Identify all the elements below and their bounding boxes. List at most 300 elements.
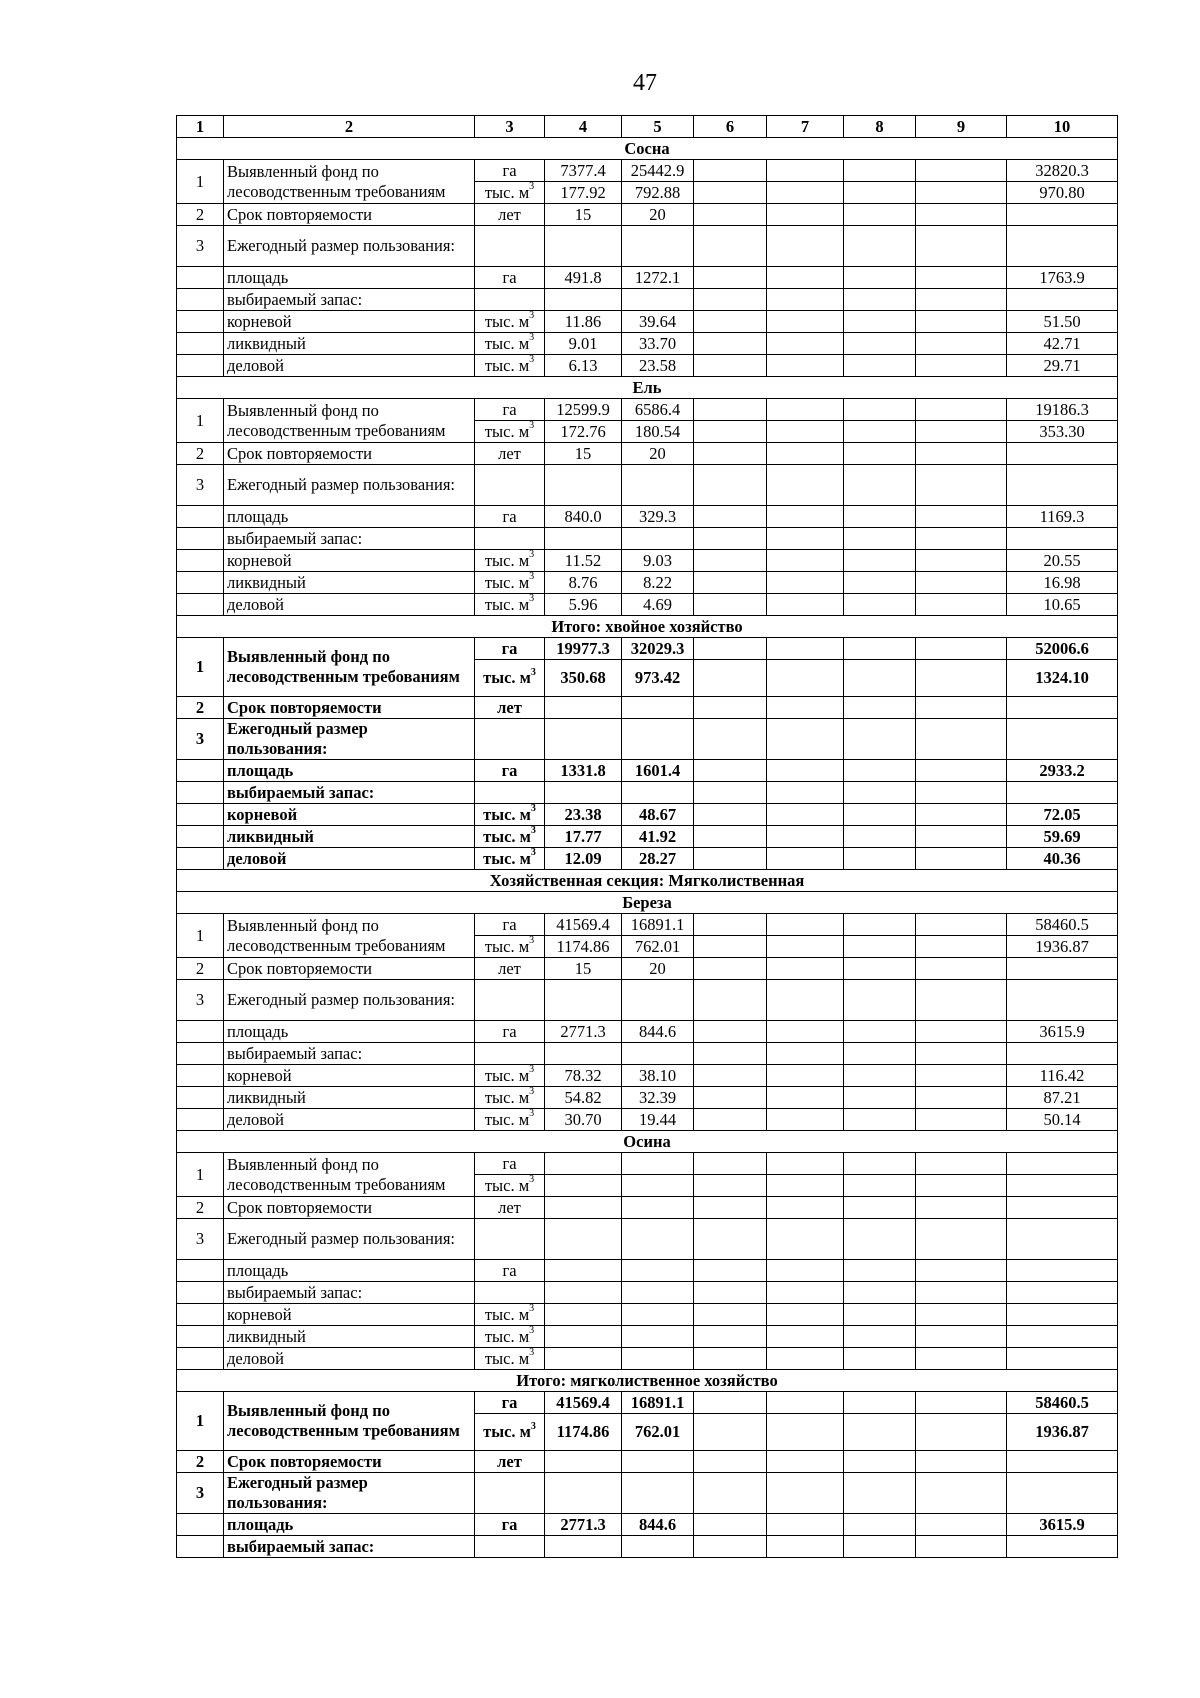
superscript: 3 bbox=[529, 1064, 535, 1075]
value-col5 bbox=[622, 1153, 694, 1175]
empty-cell bbox=[177, 1260, 224, 1282]
row-number: 1 bbox=[177, 1153, 224, 1197]
stock-label: выбираемый запас: bbox=[224, 289, 475, 311]
empty-cell bbox=[177, 1304, 224, 1326]
unit-m3: тыс. $м^3$ bbox=[475, 594, 545, 616]
empty-cell bbox=[1007, 719, 1118, 760]
table-row bbox=[177, 1514, 1118, 1536]
empty-cell bbox=[694, 1282, 767, 1304]
empty-cell bbox=[767, 1326, 844, 1348]
empty-cell bbox=[694, 782, 767, 804]
value-col5: 33.70 bbox=[622, 333, 694, 355]
column-header: 3 bbox=[475, 116, 545, 138]
empty-cell bbox=[844, 760, 916, 782]
empty-cell bbox=[622, 1282, 694, 1304]
empty-cell bbox=[694, 936, 767, 958]
empty-cell bbox=[767, 1043, 844, 1065]
empty-cell bbox=[844, 1260, 916, 1282]
section-title: Итого: хвойное хозяйство bbox=[177, 616, 1118, 638]
value-col5 bbox=[622, 1348, 694, 1370]
value-col5: 48.67 bbox=[622, 804, 694, 826]
empty-cell bbox=[694, 1536, 767, 1558]
empty-cell bbox=[475, 528, 545, 550]
empty-cell bbox=[844, 1392, 916, 1414]
value-total: 2933.2 bbox=[1007, 760, 1118, 782]
empty-cell bbox=[475, 1219, 545, 1260]
empty-cell bbox=[767, 914, 844, 936]
empty-cell bbox=[916, 1348, 1007, 1370]
empty-cell bbox=[622, 1219, 694, 1260]
empty-cell bbox=[694, 226, 767, 267]
table-row bbox=[177, 826, 1118, 848]
stock-label: выбираемый запас: bbox=[224, 528, 475, 550]
unit-m3: тыс. $м^3$ bbox=[475, 333, 545, 355]
empty-cell bbox=[767, 958, 844, 980]
empty-cell bbox=[177, 826, 224, 848]
empty-cell bbox=[622, 1451, 694, 1473]
empty-cell bbox=[177, 1348, 224, 1370]
empty-cell bbox=[545, 465, 622, 506]
empty-cell bbox=[844, 226, 916, 267]
empty-cell bbox=[177, 506, 224, 528]
empty-cell bbox=[1007, 1219, 1118, 1260]
empty-cell bbox=[916, 267, 1007, 289]
table-row bbox=[177, 333, 1118, 355]
annual-label: Ежегодный размер пользования: bbox=[224, 465, 475, 506]
row-number: 2 bbox=[177, 697, 224, 719]
unit-m3: тыс. $м^3$ bbox=[475, 1326, 545, 1348]
empty-cell bbox=[844, 506, 916, 528]
empty-cell bbox=[694, 333, 767, 355]
superscript: 3 bbox=[530, 825, 536, 836]
empty-cell bbox=[916, 848, 1007, 870]
empty-cell bbox=[844, 1414, 916, 1451]
empty-cell bbox=[694, 958, 767, 980]
empty-cell bbox=[694, 1514, 767, 1536]
empty-cell bbox=[545, 528, 622, 550]
empty-cell bbox=[622, 980, 694, 1021]
empty-cell bbox=[177, 594, 224, 616]
empty-cell bbox=[694, 311, 767, 333]
value-col5: 41.92 bbox=[622, 826, 694, 848]
empty-cell bbox=[844, 311, 916, 333]
period-label: Срок повторяемости bbox=[224, 1451, 475, 1473]
empty-cell bbox=[767, 267, 844, 289]
value-total bbox=[1007, 1153, 1118, 1175]
unit-m3: тыс. $м^3$ bbox=[475, 421, 545, 443]
value-col5: 844.6 bbox=[622, 1021, 694, 1043]
table-row bbox=[177, 160, 1118, 182]
empty-cell bbox=[767, 1065, 844, 1087]
empty-cell bbox=[1007, 226, 1118, 267]
value-total: 1936.87 bbox=[1007, 936, 1118, 958]
empty-cell bbox=[844, 399, 916, 421]
superscript: 3 bbox=[529, 1108, 535, 1119]
empty-cell bbox=[767, 1414, 844, 1451]
value-col4 bbox=[545, 1153, 622, 1175]
empty-cell bbox=[844, 848, 916, 870]
value-col4 bbox=[545, 1175, 622, 1197]
empty-cell bbox=[916, 1536, 1007, 1558]
value-total: 58460.5 bbox=[1007, 1392, 1118, 1414]
superscript: 3 bbox=[530, 666, 536, 678]
value-total: 42.71 bbox=[1007, 333, 1118, 355]
area-label: площадь bbox=[224, 1021, 475, 1043]
empty-cell bbox=[545, 1043, 622, 1065]
table-row bbox=[177, 1197, 1118, 1219]
empty-cell bbox=[767, 1282, 844, 1304]
value-col5: 4.69 bbox=[622, 594, 694, 616]
empty-cell bbox=[622, 1536, 694, 1558]
empty-cell bbox=[694, 1304, 767, 1326]
value-col4: 15 bbox=[545, 443, 622, 465]
table-row bbox=[177, 1392, 1118, 1414]
empty-cell bbox=[767, 1021, 844, 1043]
empty-cell bbox=[844, 1197, 916, 1219]
empty-cell bbox=[767, 660, 844, 697]
root-label: корневой bbox=[224, 804, 475, 826]
empty-cell bbox=[916, 594, 1007, 616]
value-total bbox=[1007, 1326, 1118, 1348]
empty-cell bbox=[844, 182, 916, 204]
empty-cell bbox=[916, 638, 1007, 660]
table-row bbox=[177, 638, 1118, 660]
area-label: площадь bbox=[224, 1260, 475, 1282]
empty-cell bbox=[767, 782, 844, 804]
value-col4 bbox=[545, 1348, 622, 1370]
business-label: деловой bbox=[224, 1348, 475, 1370]
superscript: 3 bbox=[529, 1325, 535, 1336]
unit-ha: га bbox=[475, 160, 545, 182]
section-title: Хозяйственная секция: Мягколиственная bbox=[177, 870, 1118, 892]
unit-ha: га bbox=[475, 267, 545, 289]
empty-cell bbox=[694, 289, 767, 311]
value-total: 59.69 bbox=[1007, 826, 1118, 848]
empty-cell bbox=[1007, 958, 1118, 980]
empty-cell bbox=[475, 1473, 545, 1514]
empty-cell bbox=[916, 1087, 1007, 1109]
empty-cell bbox=[916, 160, 1007, 182]
row-number: 2 bbox=[177, 1197, 224, 1219]
unit-m3: тыс. $м^3$ bbox=[475, 311, 545, 333]
value-total: 1936.87 bbox=[1007, 1414, 1118, 1451]
empty-cell bbox=[177, 572, 224, 594]
liquid-label: ликвидный bbox=[224, 333, 475, 355]
empty-cell bbox=[694, 1197, 767, 1219]
value-total: 116.42 bbox=[1007, 1065, 1118, 1087]
value-col5: 20 bbox=[622, 443, 694, 465]
empty-cell bbox=[844, 443, 916, 465]
value-col5 bbox=[622, 1197, 694, 1219]
period-label: Срок повторяемости bbox=[224, 697, 475, 719]
unit-m3: тыс. $м^3$ bbox=[475, 804, 545, 826]
value-col5: 792.88 bbox=[622, 182, 694, 204]
empty-cell bbox=[767, 1392, 844, 1414]
value-total: 72.05 bbox=[1007, 804, 1118, 826]
empty-cell bbox=[767, 1536, 844, 1558]
empty-cell bbox=[844, 160, 916, 182]
empty-cell bbox=[694, 550, 767, 572]
table-body bbox=[177, 116, 1118, 1558]
empty-cell bbox=[694, 980, 767, 1021]
empty-cell bbox=[844, 914, 916, 936]
unit-years: лет bbox=[475, 1451, 545, 1473]
row-number: 3 bbox=[177, 1473, 224, 1514]
empty-cell bbox=[694, 1175, 767, 1197]
value-col4: 17.77 bbox=[545, 826, 622, 848]
empty-cell bbox=[844, 1021, 916, 1043]
empty-cell bbox=[545, 980, 622, 1021]
header-row bbox=[177, 116, 1118, 138]
empty-cell bbox=[694, 1326, 767, 1348]
root-label: корневой bbox=[224, 1065, 475, 1087]
stock-label: выбираемый запас: bbox=[224, 1536, 475, 1558]
column-header: 7 bbox=[767, 116, 844, 138]
value-col4: 1331.8 bbox=[545, 760, 622, 782]
superscript: 3 bbox=[529, 1303, 535, 1314]
empty-cell bbox=[767, 572, 844, 594]
empty-cell bbox=[916, 465, 1007, 506]
empty-cell bbox=[844, 333, 916, 355]
empty-cell bbox=[916, 182, 1007, 204]
empty-cell bbox=[694, 594, 767, 616]
value-col5 bbox=[622, 697, 694, 719]
value-col4: 8.76 bbox=[545, 572, 622, 594]
empty-cell bbox=[1007, 204, 1118, 226]
empty-cell bbox=[1007, 443, 1118, 465]
stock-label: выбираемый запас: bbox=[224, 1043, 475, 1065]
empty-cell bbox=[916, 506, 1007, 528]
value-col5: 23.58 bbox=[622, 355, 694, 377]
empty-cell bbox=[622, 1473, 694, 1514]
value-col5 bbox=[622, 1326, 694, 1348]
empty-cell bbox=[916, 697, 1007, 719]
table-row bbox=[177, 289, 1118, 311]
value-col5: 329.3 bbox=[622, 506, 694, 528]
value-col4: 15 bbox=[545, 958, 622, 980]
table-row bbox=[177, 804, 1118, 826]
period-label: Срок повторяемости bbox=[224, 204, 475, 226]
empty-cell bbox=[622, 782, 694, 804]
empty-cell bbox=[694, 1021, 767, 1043]
empty-cell bbox=[767, 697, 844, 719]
empty-cell bbox=[177, 1043, 224, 1065]
row-number: 2 bbox=[177, 204, 224, 226]
value-col5: 973.42 bbox=[622, 660, 694, 697]
value-col4: 7377.4 bbox=[545, 160, 622, 182]
empty-cell bbox=[767, 594, 844, 616]
empty-cell bbox=[767, 1348, 844, 1370]
row-number: 1 bbox=[177, 1392, 224, 1451]
value-total: 29.71 bbox=[1007, 355, 1118, 377]
empty-cell bbox=[767, 1451, 844, 1473]
empty-cell bbox=[177, 782, 224, 804]
value-col4: 11.86 bbox=[545, 311, 622, 333]
empty-cell bbox=[694, 572, 767, 594]
page-number: 47 bbox=[633, 70, 657, 96]
value-total: 970.80 bbox=[1007, 182, 1118, 204]
row-number: 3 bbox=[177, 465, 224, 506]
value-total bbox=[1007, 1175, 1118, 1197]
empty-cell bbox=[916, 760, 1007, 782]
section-title-row bbox=[177, 138, 1118, 160]
empty-cell bbox=[916, 1197, 1007, 1219]
business-label: деловой bbox=[224, 355, 475, 377]
value-col4: 41569.4 bbox=[545, 914, 622, 936]
empty-cell bbox=[844, 355, 916, 377]
value-total: 3615.9 bbox=[1007, 1021, 1118, 1043]
empty-cell bbox=[916, 528, 1007, 550]
fund-label: Выявленный фонд по лесоводственным требованиям bbox=[224, 638, 475, 697]
table-row bbox=[177, 1153, 1118, 1175]
empty-cell bbox=[767, 421, 844, 443]
empty-cell bbox=[844, 1514, 916, 1536]
empty-cell bbox=[177, 333, 224, 355]
row-number: 3 bbox=[177, 226, 224, 267]
value-col5 bbox=[622, 1304, 694, 1326]
empty-cell bbox=[767, 443, 844, 465]
value-col4: 1174.86 bbox=[545, 1414, 622, 1451]
empty-cell bbox=[916, 1109, 1007, 1131]
empty-cell bbox=[916, 399, 1007, 421]
empty-cell bbox=[916, 1260, 1007, 1282]
empty-cell bbox=[694, 1473, 767, 1514]
unit-m3: тыс. $м^3$ bbox=[475, 355, 545, 377]
empty-cell bbox=[177, 848, 224, 870]
row-number: 1 bbox=[177, 914, 224, 958]
empty-cell bbox=[767, 638, 844, 660]
empty-cell bbox=[767, 506, 844, 528]
row-number: 3 bbox=[177, 719, 224, 760]
table-row bbox=[177, 528, 1118, 550]
table-row bbox=[177, 697, 1118, 719]
empty-cell bbox=[545, 289, 622, 311]
empty-cell bbox=[545, 1219, 622, 1260]
period-label: Срок повторяемости bbox=[224, 443, 475, 465]
empty-cell bbox=[475, 465, 545, 506]
empty-cell bbox=[767, 1197, 844, 1219]
empty-cell bbox=[177, 1282, 224, 1304]
table-row bbox=[177, 355, 1118, 377]
value-total: 1169.3 bbox=[1007, 506, 1118, 528]
empty-cell bbox=[767, 1087, 844, 1109]
empty-cell bbox=[767, 1109, 844, 1131]
value-total: 10.65 bbox=[1007, 594, 1118, 616]
empty-cell bbox=[916, 1021, 1007, 1043]
value-col4: 177.92 bbox=[545, 182, 622, 204]
table-row bbox=[177, 1473, 1118, 1514]
liquid-label: ликвидный bbox=[224, 1087, 475, 1109]
value-total: 3615.9 bbox=[1007, 1514, 1118, 1536]
value-total: 40.36 bbox=[1007, 848, 1118, 870]
empty-cell bbox=[916, 1153, 1007, 1175]
value-col4: 30.70 bbox=[545, 1109, 622, 1131]
empty-cell bbox=[767, 226, 844, 267]
row-number: 1 bbox=[177, 160, 224, 204]
empty-cell bbox=[916, 1304, 1007, 1326]
empty-cell bbox=[844, 267, 916, 289]
empty-cell bbox=[916, 660, 1007, 697]
superscript: 3 bbox=[529, 1347, 535, 1358]
unit-m3: тыс. $м^3$ bbox=[475, 1348, 545, 1370]
row-number: 2 bbox=[177, 1451, 224, 1473]
superscript: 3 bbox=[529, 1174, 535, 1185]
empty-cell bbox=[767, 311, 844, 333]
empty-cell bbox=[844, 826, 916, 848]
empty-cell bbox=[475, 289, 545, 311]
empty-cell bbox=[767, 1304, 844, 1326]
unit-years: лет bbox=[475, 697, 545, 719]
empty-cell bbox=[916, 1451, 1007, 1473]
value-col5: 1272.1 bbox=[622, 267, 694, 289]
value-col4: 172.76 bbox=[545, 421, 622, 443]
empty-cell bbox=[844, 1326, 916, 1348]
table-row bbox=[177, 1087, 1118, 1109]
business-label: деловой bbox=[224, 848, 475, 870]
table-row bbox=[177, 1065, 1118, 1087]
superscript: 3 bbox=[530, 1420, 536, 1432]
empty-cell bbox=[545, 1282, 622, 1304]
empty-cell bbox=[844, 1451, 916, 1473]
empty-cell bbox=[767, 160, 844, 182]
empty-cell bbox=[916, 826, 1007, 848]
value-total: 1763.9 bbox=[1007, 267, 1118, 289]
empty-cell bbox=[916, 936, 1007, 958]
value-total: 353.30 bbox=[1007, 421, 1118, 443]
unit-m3: тыс. $м^3$ bbox=[475, 550, 545, 572]
empty-cell bbox=[844, 1536, 916, 1558]
empty-cell bbox=[916, 1326, 1007, 1348]
value-col4: 1174.86 bbox=[545, 936, 622, 958]
value-col4: 23.38 bbox=[545, 804, 622, 826]
empty-cell bbox=[844, 804, 916, 826]
unit-m3: тыс. $м^3$ bbox=[475, 182, 545, 204]
table-row bbox=[177, 1348, 1118, 1370]
empty-cell bbox=[1007, 1451, 1118, 1473]
empty-cell bbox=[916, 311, 1007, 333]
column-header: 10 bbox=[1007, 116, 1118, 138]
value-col5: 32.39 bbox=[622, 1087, 694, 1109]
value-total: 51.50 bbox=[1007, 311, 1118, 333]
empty-cell bbox=[767, 289, 844, 311]
empty-cell bbox=[694, 826, 767, 848]
empty-cell bbox=[844, 465, 916, 506]
empty-cell bbox=[622, 226, 694, 267]
table-row bbox=[177, 465, 1118, 506]
empty-cell bbox=[177, 1087, 224, 1109]
column-header: 8 bbox=[844, 116, 916, 138]
superscript: 3 bbox=[529, 571, 535, 582]
value-col5: 32029.3 bbox=[622, 638, 694, 660]
empty-cell bbox=[916, 1392, 1007, 1414]
value-col5: 9.03 bbox=[622, 550, 694, 572]
empty-cell bbox=[694, 399, 767, 421]
empty-cell bbox=[177, 1536, 224, 1558]
unit-ha: га bbox=[475, 1392, 545, 1414]
stock-label: выбираемый запас: bbox=[224, 782, 475, 804]
stock-label: выбираемый запас: bbox=[224, 1282, 475, 1304]
period-label: Срок повторяемости bbox=[224, 958, 475, 980]
value-col4: 41569.4 bbox=[545, 1392, 622, 1414]
value-col4: 78.32 bbox=[545, 1065, 622, 1087]
empty-cell bbox=[767, 182, 844, 204]
empty-cell bbox=[177, 1109, 224, 1131]
annual-label: Ежегодный размер пользования: bbox=[224, 1473, 475, 1514]
empty-cell bbox=[916, 550, 1007, 572]
empty-cell bbox=[177, 804, 224, 826]
empty-cell bbox=[694, 443, 767, 465]
superscript: 3 bbox=[529, 593, 535, 604]
